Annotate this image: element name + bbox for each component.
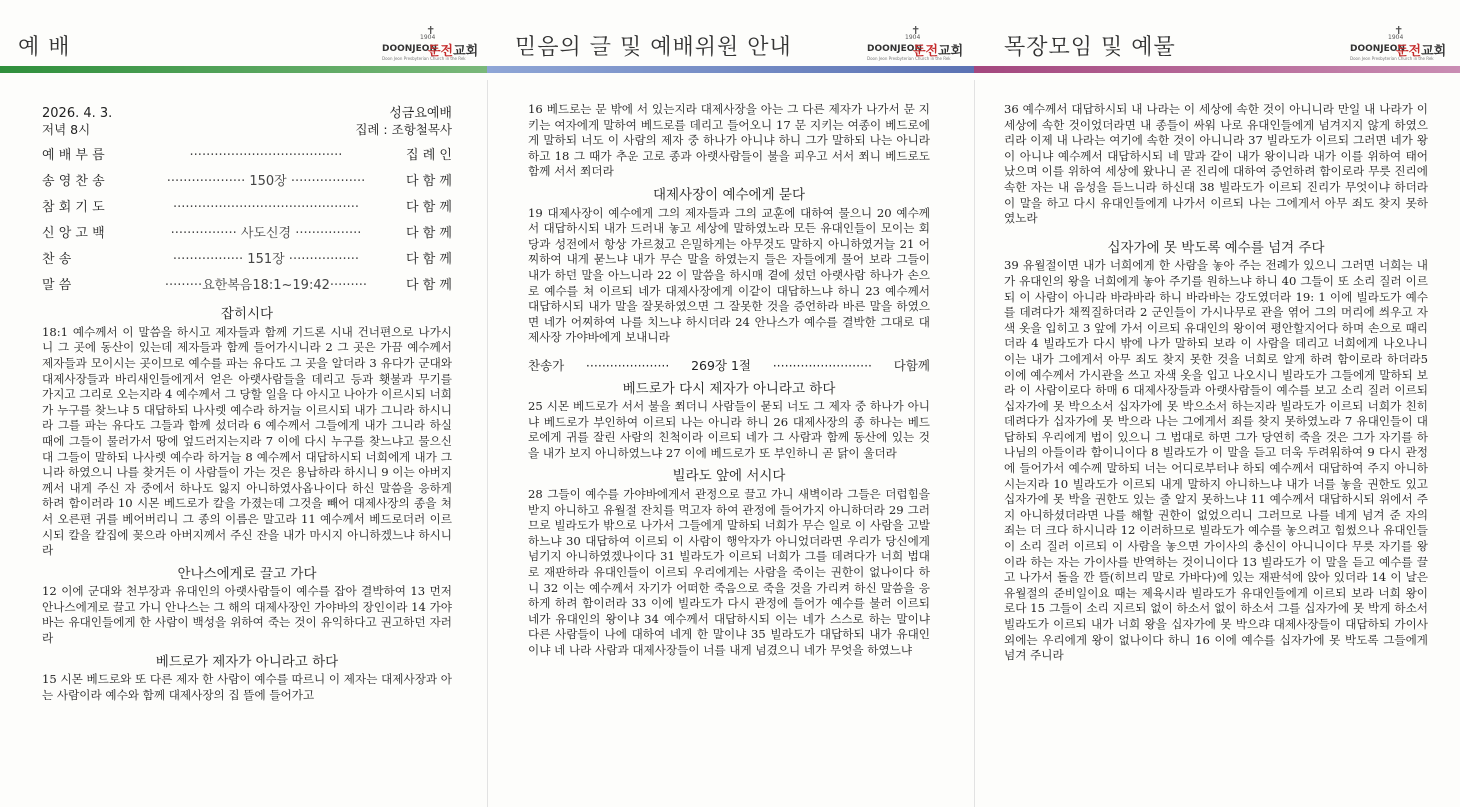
- hymn-dots: ·························: [772, 357, 873, 373]
- church-logo: ✝ 1904 DOONJEON 둔전교회 Doon Jeon Presbyterian Church in the Rek: [382, 24, 479, 61]
- color-bar-purple: [974, 66, 1460, 73]
- section-heading: 대제사장이 예수에게 묻다: [652, 186, 806, 203]
- color-bar-green: [0, 66, 487, 73]
- scripture-text: 36 예수께서 대답하시되 내 나라는 이 세상에 속한 것이 아니니라 만일 내 나라가 이 세상에 속한 것이었더라면 내 종들이 싸워 나로 유대인들에게 넘겨지지 않게 하였으리라 이제 내 나라는 여기에 속한 것이 아니니라 37 빌라도가 이르되 그러면 네가 왕이 아니냐 예수께서 대답하시되 네 말과 같이 내가 왕이니라 내가 이를 위하여 태어났으며 이를 위하여 세상에 왔나니 곧 진리에 대하여 증언하려 함이로라 무릇 진리에 속한 자는 내 음성을 듣느니라 하신대 38 빌라도가 이르되 진리가 무엇이냐 하더라 이 말을 하고 다시 유대인들에게 나가서 이르되 나는 그에게서 아무 죄도 찾지 못하였노라: [1004, 102, 1428, 226]
- page-title-scripture: 믿음의 글 및 예배위원 안내: [515, 35, 792, 60]
- header-panel-offering: [974, 0, 1460, 66]
- header-panel-worship: [0, 0, 487, 66]
- service-time-row: [42, 122, 452, 138]
- service-name: 성금요예배: [389, 106, 452, 121]
- section-heading: 십자가에 못 박도록 예수를 넘겨 주다: [1107, 239, 1325, 256]
- service-time: 저녁 8시: [42, 121, 91, 137]
- hymn-dots: ·····················: [585, 357, 670, 373]
- cross-icon: ✝: [911, 24, 921, 37]
- scripture-text: 25 시몬 베드로가 서서 불을 쬐더니 사람들이 묻되 너도 그 제자 중 하나가 아니냐 베드로가 부인하여 이르되 나는 아니라 하니 26 대제사장의 종 하나는 베드로에게 귀를 잘린 사람의 친척이라 이르되 네가 그 사람과 함께 동산에 있는 것을 내가 보지 아니하였느냐 27 이에 베드로가 또 부인하니 곧 닭이 울더라: [528, 399, 930, 460]
- order-row: 말 씀 ·········요한복음18:1~19:42········· 다 함 께: [42, 278, 452, 294]
- order-row: 예 배 부 름 ····································· 집 례 인: [42, 148, 452, 164]
- section-heading: 잡히시다: [220, 306, 274, 323]
- service-date-row: [42, 106, 452, 122]
- order-row: 찬 송 ················· 151장 ················· 다 함 께: [42, 252, 452, 268]
- column-divider: [974, 80, 975, 807]
- order-row: 신 앙 고 백 ················ 사도신경 ················ 다 함 께: [42, 226, 452, 242]
- page-title-offering: 목장모임 및 예물: [1004, 35, 1176, 60]
- scripture-text: 15 시몬 베드로와 또 다른 제자 한 사람이 예수를 따르니 이 제자는 대제사장과 아는 사람이라 예수와 함께 대제사장의 집 뜰에 들어가고: [42, 672, 452, 702]
- cross-icon: ✝: [1394, 24, 1404, 37]
- section-heading: 안나스에게로 끌고 가다: [177, 565, 317, 582]
- service-presider: 집례 : 조항철목사: [355, 121, 452, 137]
- order-of-service: [42, 143, 452, 299]
- church-logo: ✝ 1904 DOONJEON 둔전교회 Doon Jeon Presbyterian Church in the Rek: [867, 24, 964, 61]
- scripture-text: 28 그들이 예수를 가야바에게서 관정으로 끌고 가니 새벽이라 그들은 더럽힘을 받지 아니하고 유월절 잔치를 먹고자 하여 관정에 들어가지 아니하더라 29 그러므로 빌라도가 밖으로 나가서 그들에게 말하되 너희가 무슨 일로 이 사람을 고발하느냐 30 대답하여 이르되 이 사람이 행악자가 아니었더라면 우리가 당신에게 넘기지 아니하였겠나이다 31 빌라도가 이르되 너희가 그를 데려다가 너희 법대로 재판하라 유대인들이 이르되 우리에게는 사람을 죽이는 권한이 없나이다 하니 32 이는 예수께서 자기가 어떠한 죽음으로 죽을 것을 가리켜 하신 말씀을 응하게 하려 함이러라 33 이에 빌라도가 다시 관정에 들어가 예수를 불러 이르되 네가 유대인의 왕이냐 34 예수께서 대답하시되 이는 네가 스스로 하는 말이냐 다른 사람들이 나에 대하여 네게 한 말이냐 35 빌라도가 대답하되 내가 유대인이냐 네 나라 사람과 대제사장들이 너를 내게 넘겼으니 네가 무엇을 하였느냐: [528, 487, 930, 657]
- column-offering: [1004, 102, 1428, 664]
- scripture-text: 39 유월절이면 내가 너희에게 한 사람을 놓아 주는 전례가 있으니 그러면 너희는 내가 유대인의 왕을 너희에게 놓아 주기를 원하느냐 하니 40 그들이 또 소리 질러 이르되 이 사람이 아니라 바라바라 하니 바라바는 강도였더라 19: 1 이에 빌라도가 예수를 데려다가 채찍질하더라 2 군인들이 가시나무로 관을 엮어 그의 머리에 씌우고 자색 옷을 입히고 3 앞에 가서 이르되 유대인의 왕이여 평안할지어다 하며 손으로 때리더라 4 빌라도가 다시 밖에 나가 말하되 보라 이 사람을 데리고 너희에게 나오나니 이는 내가 그에게서 아무 죄도 찾지 못한 것을 너희로 알게 하려 함이로라 하더라5 이에 예수께서 가시관을 쓰고 자색 옷을 입고 나오시니 빌라도가 그들에게 말하되 보라 이 사람이로다 하매 6 대제사장들과 아랫사람들이 예수를 보고 소리 질러 이르되 십자가에 못 박으소서 십자가에 못 박으소서 하는지라 빌라도가 이르되 너희가 친히 데려다가 십자가에 못 박으라 나는 그에게서 죄를 찾지 못하였노라 7 유대인들이 대답하되 우리에게 법이 있으니 그 법대로 하면 그가 당연히 죽을 것은 그가 자기를 하나님의 아들이라 함이니이다 8 빌라도가 이 말을 듣고 더욱 두려워하여 9 다시 관정에 들어가서 예수께 말하되 너는 어디로부터냐 하되 예수께서 대답하여 주지 아니하시는지라 10 빌라도가 이르되 내게 말하지 아니하느냐 내가 너를 놓을 권한도 있고 십자가에 못 박을 권한도 있는 줄 알지 못하느냐 11 예수께서 대답하시되 위에서 주지 아니하셨더라면 나를 해할 권한이 없었으리니 그러므로 나를 네게 넘겨 준 자의 죄는 더 크다 하시니라 12 이러하므로 빌라도가 예수를 놓으려고 힘썼으나 유대인들이 소리 질러 이르되 이 사람을 놓으면 가이사의 충신이 아니니이다 무릇 자기를 왕이라 하는 자는 가이사를 반역하는 것이니이다 13 빌라도가 이 말을 듣고 예수를 끌고 나가서 돌을 깐 뜰(히브리 말로 가바다)에 있는 재판석에 앉아 있더라 14 이 날은 유월절의 준비일이요 때는 제육시라 빌라도가 유대인들에게 이르되 보라 너희 왕이로다 15 그들이 소리 지르되 없이 하소서 없이 하소서 그를 십자가에 못 박게 하소서 빌라도가 이르되 내가 너희 왕을 십자가에 못 박으랴 대제사장들이 대답하되 가이사 외에는 우리에게 왕이 없나이다 하니 16 이에 예수를 십자가에 못 박도록 그들에게 넘겨 주니라: [1004, 258, 1428, 663]
- scripture-text: 18:1 예수께서 이 말씀을 하시고 제자들과 함께 기드론 시내 건너편으로 나가시니 그 곳에 동산이 있는데 제자들과 함께 들어가시니라 2 그 곳은 가끔 예수께서 제자들과 모이시는 곳이므로 예수를 파는 유다도 그 곳을 알더라 3 유다가 군대와 대제사장들과 바리새인들에게서 얻은 아랫사람들을 데리고 등과 횃불과 무기를 가지고 그리로 오는지라 4 예수께서 그 당할 일을 다 아시고 나아가 이르시되 너희가 누구를 찾느냐 5 대답하되 나사렛 예수라 하거늘 이르시되 내가 그니라 하시니라 그를 파는 유다도 그들과 함께 섰더라 6 예수께서 그들에게 내가 그니라 하실 때에 그들이 물러가서 땅에 엎드러지는지라 7 이에 다시 누구를 찾느냐고 물으신대 그들이 말하되 나사렛 예수라 하거늘 8 예수께서 대답하시되 너희에게 내가 그니라 하였으니 나를 찾거든 이 사람들이 가는 것은 용납하라 하시니 9 이는 아버지께서 내게 주신 자 중에서 하나도 잃지 아니하였사옵나이다 하신 말씀을 응하게 하려 함이러라 10 시몬 베드로가 칼을 가졌는데 그것을 빼어 대제사장의 종을 쳐서 오른편 귀를 베어버리니 그 종의 이름은 말고라 11 예수께서 베드로더러 이르시되 칼을 칼집에 꽂으라 아버지께서 주신 잔을 내가 마시지 아니하겠느냐 하시니라: [42, 324, 452, 558]
- hymn-row: [528, 358, 930, 374]
- church-logo: ✝ 1904 DOONJEON 둔전교회 Doon Jeon Presbyterian Church in the Rek: [1350, 24, 1447, 61]
- scripture-text: 12 이에 군대와 천부장과 유대인의 아랫사람들이 예수를 잡아 결박하여 13 먼저 안나스에게로 끌고 가니 안나스는 그 해의 대제사장인 가야바의 장인이라 14 가야바는 유대인들에게 한 사람이 백성을 위하여 죽는 것이 유익하다고 권고하던 자러라: [42, 584, 452, 646]
- column-divider: [487, 80, 488, 807]
- scripture-text: 16 베드로는 문 밖에 서 있는지라 대제사장을 아는 그 다른 제자가 나가서 문 지키는 여자에게 말하여 베드로를 데리고 들어오니 17 문 지키는 여종이 베드로에게 말하되 너도 이 사람의 제자 중 하나가 아니냐 하니 그가 말하되 나는 아니라 하고 18 그 때가 추운 고로 종과 아랫사람들이 불을 피우고 서서 쬐니 베드로도 함께 서서 쬐더라: [528, 102, 930, 179]
- service-date: 2026. 4. 3.: [42, 106, 113, 121]
- scripture-text: 19 대제사장이 예수에게 그의 제자들과 그의 교훈에 대하여 물으니 20 예수께서 대답하시되 내가 드러내 놓고 세상에 말하였노라 모든 유대인들이 모이는 회당과 성전에서 항상 가르쳤고 은밀하게는 아무것도 말하지 아니하였거늘 21 어찌하여 내게 묻느냐 내가 무슨 말을 하였는지 들은 자들에게 물어 보라 그들이 내가 하던 말을 아느니라 22 이 말씀을 하시매 곁에 섰던 아랫사람 하나가 손으로 예수를 쳐 이르되 네가 대제사장에게 이같이 대답하느냐 하니 23 예수께서 대답하시되 내가 말을 잘못하였으면 그 잘못한 것을 증언하라 바른 말을 하였으면 네가 어찌하여 나를 치느냐 하시더라 24 안나스가 예수를 결박한 그대로 대제사장 가야바에게 보내니라: [528, 205, 930, 345]
- hymn-label: 찬송가: [528, 357, 565, 373]
- section-heading: 베드로가 다시 제자가 아니라고 하다: [622, 380, 836, 397]
- column-scripture: [528, 102, 930, 659]
- section-heading: 베드로가 제자가 아니라고 하다: [155, 653, 339, 670]
- page-header: [0, 0, 1460, 66]
- order-row: 참 회 기 도 ············································· 다 함 께: [42, 200, 452, 216]
- hymn-number: 269장 1절: [691, 357, 751, 373]
- column-worship: [42, 106, 452, 703]
- color-bar-blue: [487, 66, 974, 73]
- section-heading: 빌라도 앞에 서시다: [672, 468, 786, 485]
- header-panel-scripture: [487, 0, 974, 66]
- page-title-worship: 예 배: [18, 35, 71, 60]
- order-row: 송 영 찬 송 ··················· 150장 ·················· 다 함 께: [42, 174, 452, 190]
- hymn-who: 다함께: [893, 357, 930, 373]
- cross-icon: ✝: [426, 24, 436, 37]
